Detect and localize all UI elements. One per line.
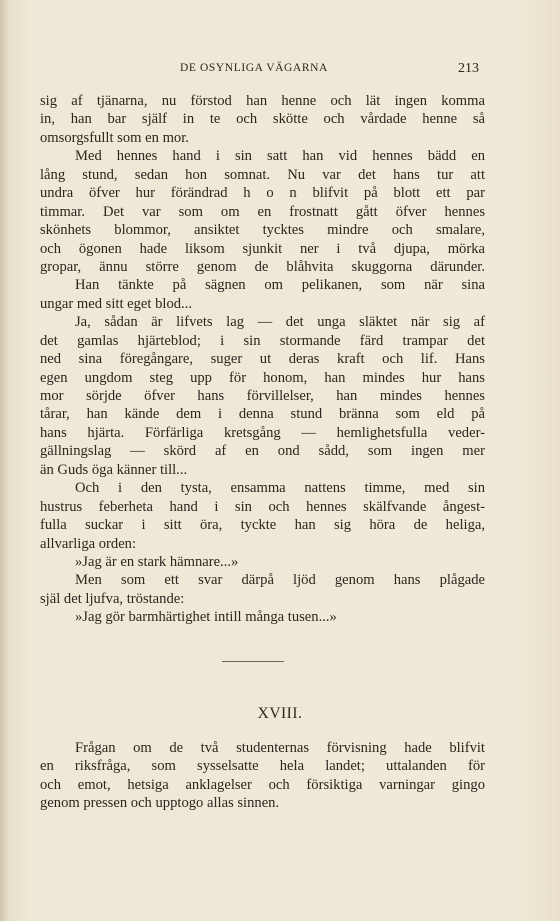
text-line: själ det ljufva, tröstande: [40,590,185,607]
text-line: omsorgsfullt som en mor. [40,129,189,146]
text-line: genom pressen och upptogo allas sinnen. [40,795,280,812]
text-line: än Guds öga känner till... [40,461,188,478]
body-text [40,92,485,627]
chapter-text [40,739,485,813]
text-line: en riksfråga, som sysselsatte hela landet; uttalanden för [40,758,485,775]
text-line: fulla suckar i sitt öra, tyckte han sig höra de heliga, [40,517,485,534]
text-line: och ögonen hade liksom sjunkit ner i två djupa, mörka [40,240,485,257]
text-line: »Jag är en stark hämnare...» [75,553,239,570]
text-line: Frågan om de två studenternas förvisning hade blifvit [75,740,485,756]
text-line: tårar, han kände dem i denna stund bränna som eld på [40,406,485,423]
running-head [0,62,560,78]
text-line: det gamlas hjärteblod; i sin stormande färd trampar det [40,332,485,349]
text-line: in, han bar själf in te och skötte och vårdade henne så [40,111,485,128]
text-line: Ja, sådan är lifvets lag — det unga släktet när sig af [75,314,485,331]
page-number: 213 [458,61,479,76]
text-line: »Jag gör barmhärtighet intill många tusen...» [75,609,337,626]
text-line: sig af tjänarna, nu förstod han henne och lät ingen komma [40,93,485,109]
text-line: ungar med sitt eget blod... [40,295,192,312]
section-divider [222,661,284,662]
chapter-heading: XVIII. [257,705,303,722]
text-line: skönhets blommor, ansiktet tycktes mindre och smalare, [40,222,485,239]
text-line: timmar. Det var som om en frostnatt gått öfver hennes [40,203,485,220]
text-line: gällningslag — skörd af en ond sådd, som ingen mer [40,443,485,460]
text-line: allvarliga orden: [40,535,137,552]
text-line: hans hjärta. Förfärliga kretsgång — hemlighetsfulla veder- [40,424,485,441]
text-line: Han tänkte på sägnen om pelikanen, som när sina [75,277,485,294]
text-line: mor sörjde öfver hans förvillelser, han mindes hennes [40,388,485,404]
running-title: DE OSYNLIGA VÄGARNA [180,62,328,74]
text-line: ned sina föregångare, suger ut deras kraft och lif. Hans [40,351,485,368]
text-line: och emot, hetsiga anklagelser och försiktiga varningar gingo [40,776,485,793]
text-line: hustrus feberheta hand i sin och hennes skälfvande ångest- [40,498,485,515]
text-line: Men som ett svar därpå ljöd genom hans plågade [75,572,485,589]
text-line: gropar, ännu större genom de blåhvita skuggorna därunder. [40,258,485,275]
text-line: Och i den tysta, ensamma nattens timme, med sin [75,480,485,497]
text-line: undra öfver hur förändrad h o n blifvit på blott ett par [40,185,485,202]
text-line: egen ungdom steg upp för honom, han mindes hur hans [40,369,485,386]
text-line: lång stund, sedan hon somnat. Nu var det hans tur att [40,166,485,183]
text-line: Med hennes hand i sin satt han vid hennes bädd en [75,148,485,165]
